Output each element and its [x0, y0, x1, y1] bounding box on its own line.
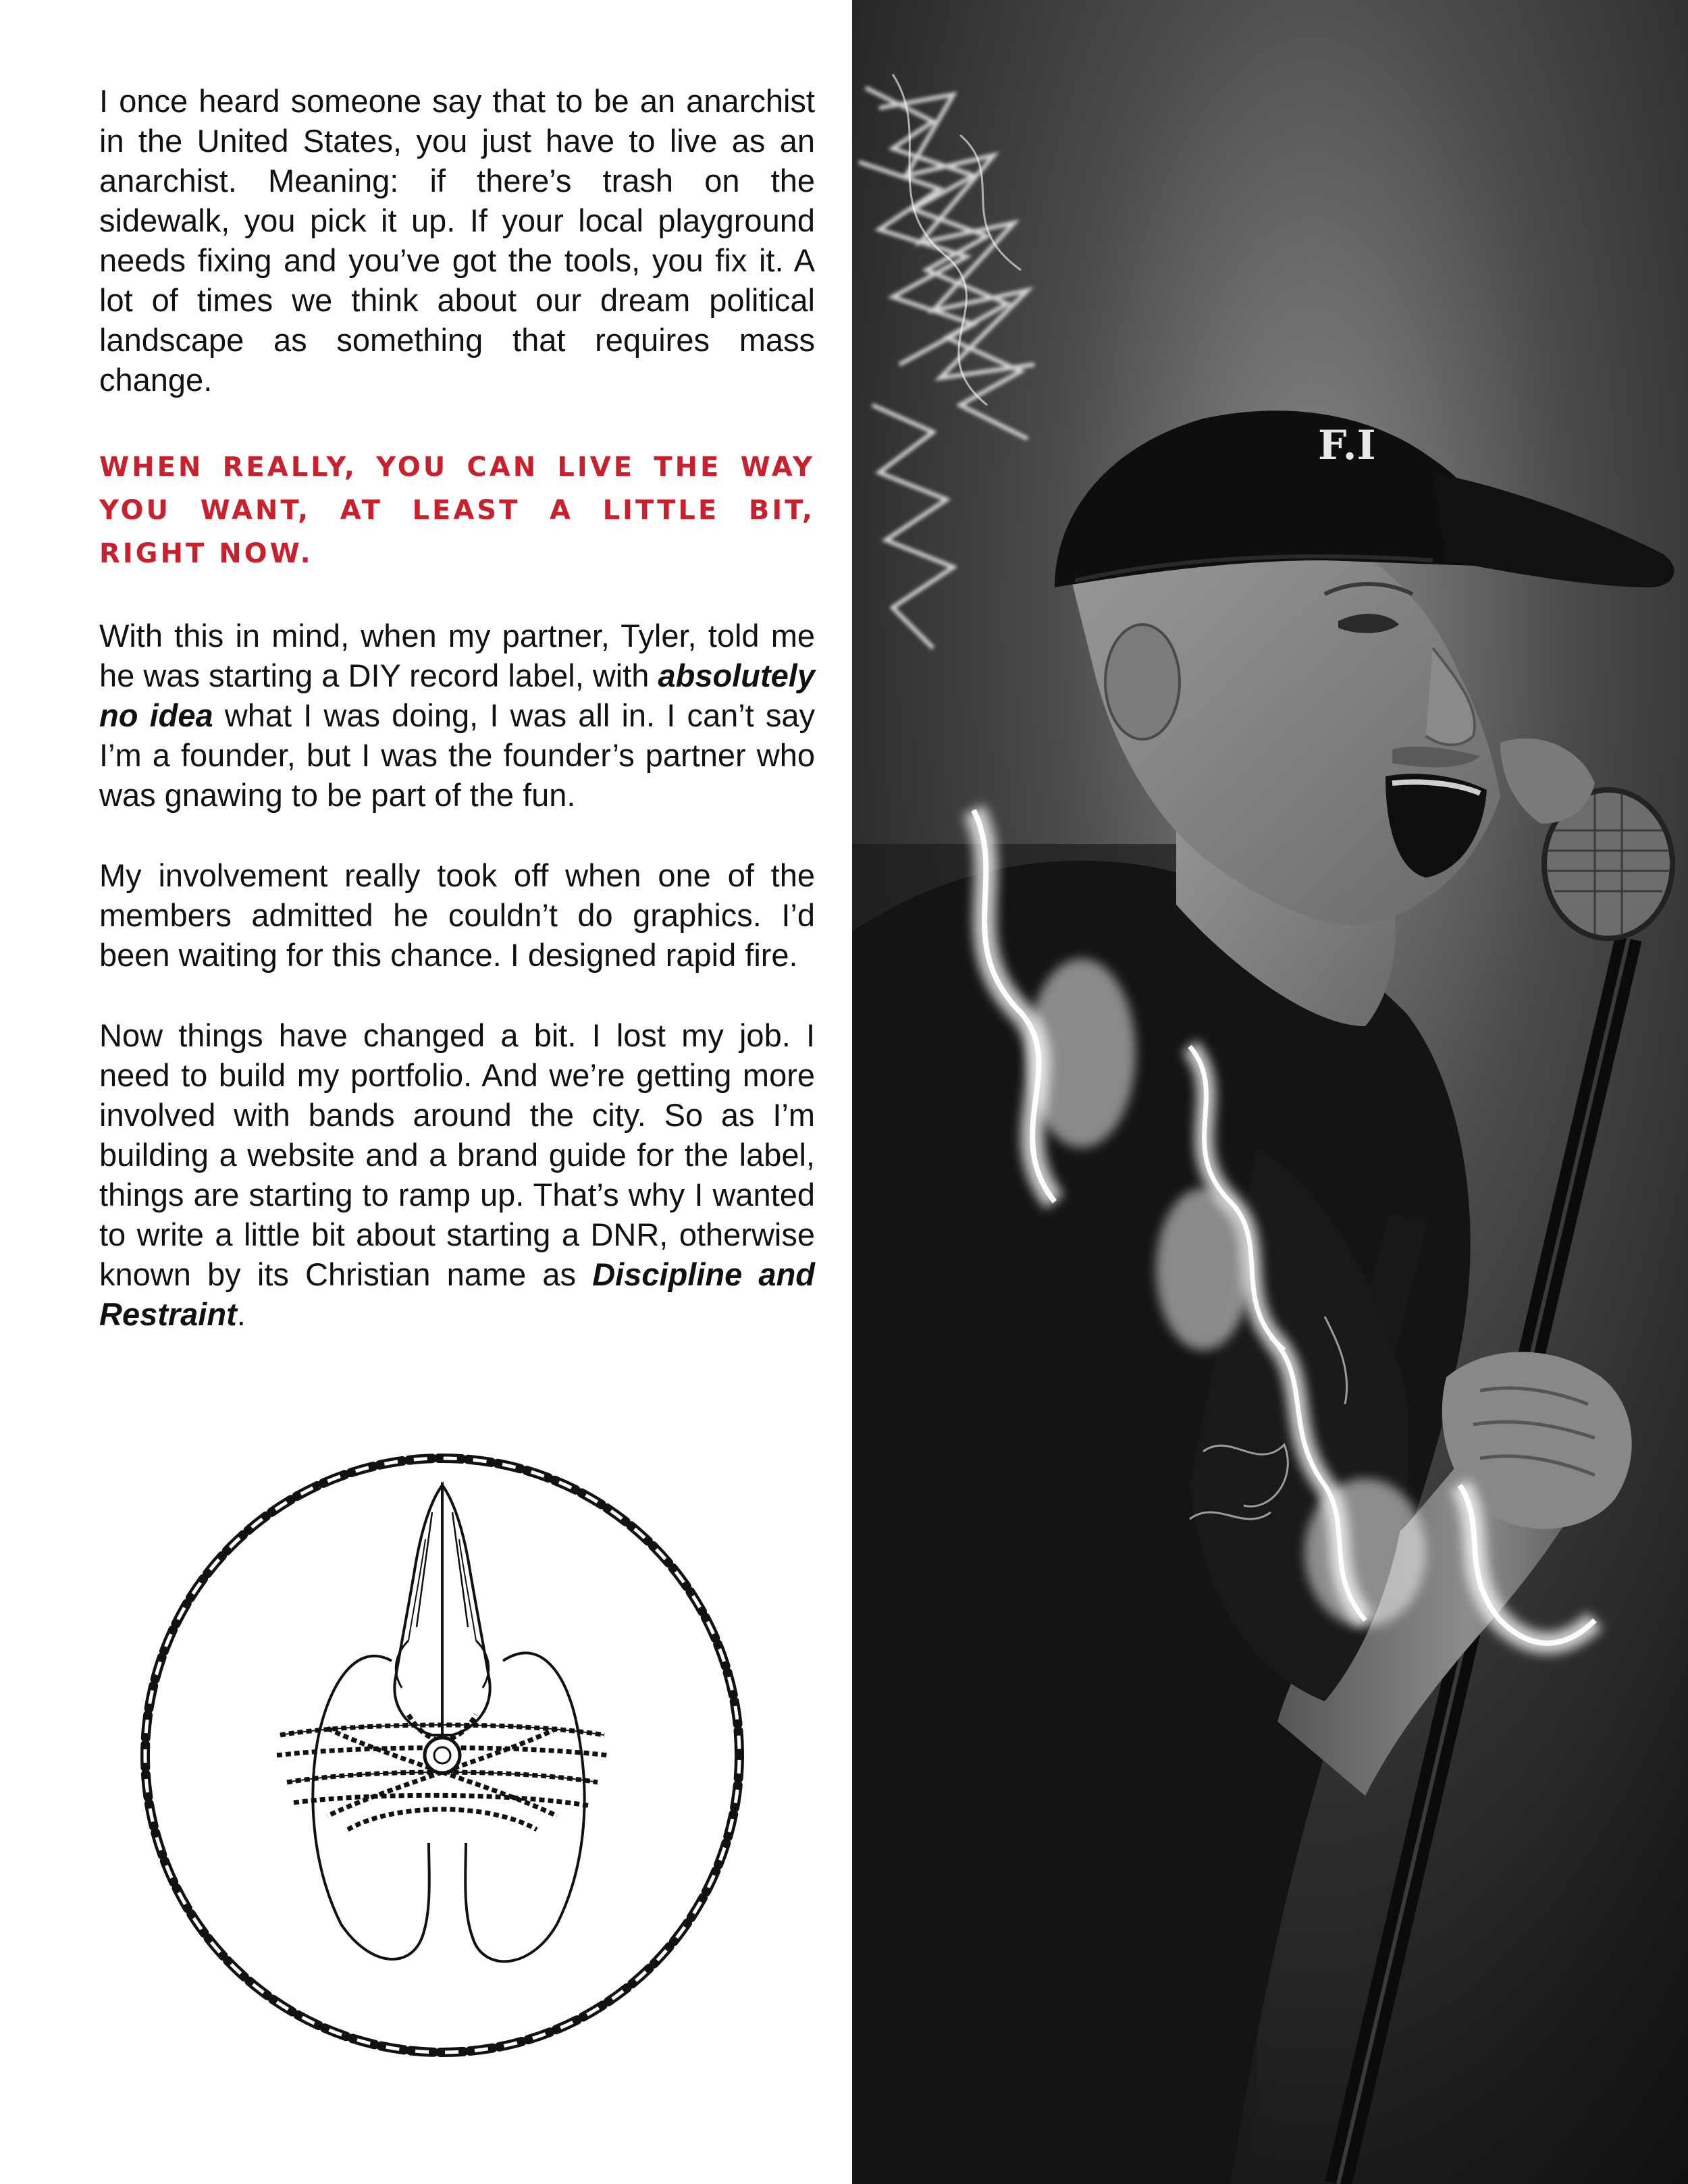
- paragraph-tyler-start: With this in mind, when my partner, Tyler, told me he was starting a DIY record label, with: [99, 618, 815, 693]
- paragraph-changes-start: Now things have changed a bit. I lost my job. I need to build my portfolio. And we’re getting more involved with bands around the city. So as I’m building a website and a brand guide for the label, things are starting to ramp up. That’s why I wanted to write a little bit about starting a DNR, otherwise known by its Christian name as: [99, 1017, 815, 1292]
- paragraph-involvement: My involvement really took off when one of the members admitted he couldn’t do graphics. I’d been waiting for this chance. I designed rapid fire.: [99, 857, 815, 973]
- cap-logo-text: F.I: [1318, 422, 1376, 469]
- emphasis-discipline-and-restraint: Discipline and Restraint: [99, 1256, 815, 1332]
- article-text-column: [99, 81, 815, 1375]
- paragraph-tyler-end: what I was doing, I was all in. I can’t say I’m a founder, but I was the founder’s partner who was gnawing to be part of the fun.: [99, 697, 816, 813]
- paragraph-changes-end: .: [236, 1296, 246, 1332]
- paragraph-intro: I once heard someone say that to be an anarchist in the United States, you just have to live as an anarchist. Meaning: if there’s trash on the sidewalk, you pick it up. If your local playground needs fixing and you’ve got the tools, you fix it. A lot of times we think about our dream political landscape as something that requires mass change.: [99, 83, 815, 398]
- singer-with-microphone-photo: [852, 0, 1688, 2184]
- emphasis-no-idea: absolutely no idea: [99, 658, 815, 733]
- paragraph-tyler: [99, 616, 815, 815]
- bound-praying-hands-in-chain-circle-icon: [125, 1438, 760, 2073]
- pull-quote: WHEN REALLY, YOU CAN LIVE THE WAY YOU WANT, AT LEAST A LITTLE BIT, RIGHT NOW.: [99, 452, 815, 569]
- paragraph-changes: [99, 1015, 815, 1334]
